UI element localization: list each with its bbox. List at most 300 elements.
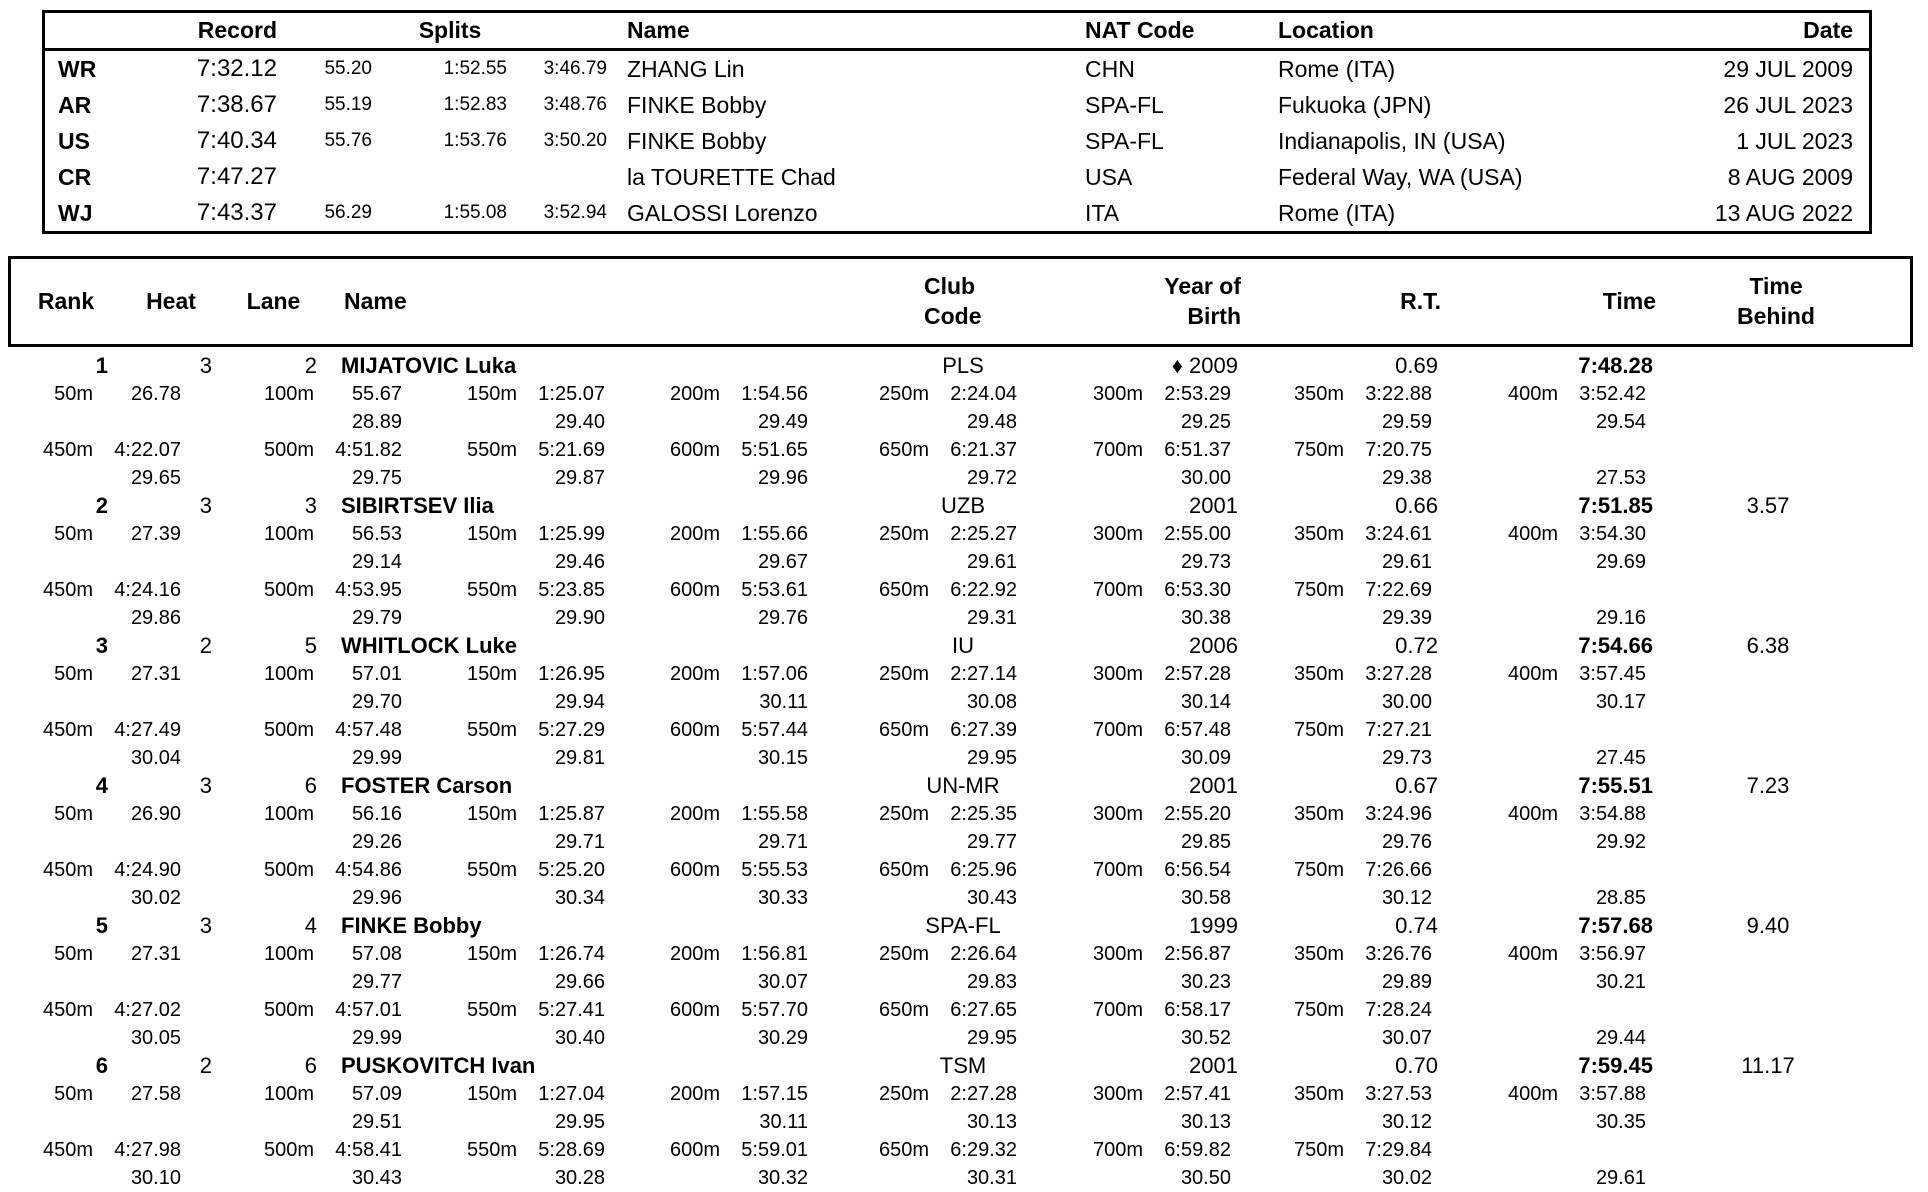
lap-cell <box>8 747 181 770</box>
reaction-time-value: 0.74 <box>1395 913 1438 938</box>
split-distance-label: 700m <box>1092 1138 1143 1161</box>
records-header-date: Date <box>1803 17 1853 43</box>
split-distance-label: 450m <box>42 1138 93 1161</box>
split-distance-label: 400m <box>1507 942 1558 965</box>
lap-time-value: 29.61 <box>966 550 1017 573</box>
split-cell <box>605 439 808 462</box>
lap-time-value: 28.89 <box>351 410 402 433</box>
split-cell <box>181 1083 402 1106</box>
split-cell <box>605 579 808 602</box>
lap-cell <box>1231 1167 1432 1190</box>
lap-time-value: 29.51 <box>351 1110 402 1133</box>
split-distance-label: 300m <box>1092 802 1143 825</box>
split-cell <box>1017 1139 1231 1162</box>
split-cell <box>8 439 181 462</box>
record-split-400m: 3:48.76 <box>543 94 607 115</box>
swimmer-block <box>8 772 1913 912</box>
lap-cell <box>808 971 1017 994</box>
lap-cell <box>808 1167 1017 1190</box>
split-cell <box>1231 1083 1432 1106</box>
split-time-value: 2:27.28 <box>950 1082 1017 1105</box>
lap-time-value: 27.53 <box>1595 466 1646 489</box>
split-distance-label: 600m <box>669 578 720 601</box>
record-tag: WJ <box>58 199 93 226</box>
lap-time-value: 30.07 <box>757 970 808 993</box>
split-time-value: 1:54.56 <box>741 382 808 405</box>
record-nat-code: SPA-FL <box>1085 127 1164 154</box>
split-time-value: 1:57.15 <box>741 1082 808 1105</box>
split-time-value: 1:26.95 <box>538 662 605 685</box>
lap-time-value: 30.11 <box>759 1110 808 1133</box>
split-cell <box>1231 719 1432 742</box>
split-cell <box>808 719 1017 742</box>
lap-time-value: 29.54 <box>1595 410 1646 433</box>
split-cell <box>1231 803 1432 826</box>
header-heat: Heat <box>146 287 196 314</box>
lap-time-value: 29.87 <box>554 466 605 489</box>
swimmer-name: WHITLOCK Luke <box>341 633 517 658</box>
record-row <box>45 195 1869 231</box>
split-cell <box>808 523 1017 546</box>
lap-time-value: 29.95 <box>966 1026 1017 1049</box>
split-distance-label: 550m <box>466 578 517 601</box>
records-body <box>45 51 1869 231</box>
lap-times-row-first-half <box>8 408 1913 436</box>
lap-time-value: 29.70 <box>351 690 402 713</box>
split-time-value: 6:27.65 <box>950 998 1017 1021</box>
lap-time-value: 30.43 <box>966 886 1017 909</box>
reaction-time-value: 0.67 <box>1395 773 1438 798</box>
split-distance-label: 450m <box>42 438 93 461</box>
rank-value: 3 <box>95 633 108 658</box>
split-time-value: 3:24.96 <box>1365 802 1432 825</box>
lap-time-value: 29.49 <box>757 410 808 433</box>
lap-time-value: 29.99 <box>351 746 402 769</box>
lap-times-row-first-half <box>8 968 1913 996</box>
split-cell <box>8 999 181 1022</box>
lap-cell <box>605 971 808 994</box>
lap-time-value: 29.72 <box>966 466 1017 489</box>
split-cell <box>808 943 1017 966</box>
lap-time-value: 30.35 <box>1595 1110 1646 1133</box>
heat-value: 2 <box>199 633 212 658</box>
lap-time-value: 29.81 <box>554 746 605 769</box>
split-time-value: 1:55.66 <box>741 522 808 545</box>
splits-row-second-half <box>8 436 1913 464</box>
split-cell <box>605 663 808 686</box>
splits-row-second-half <box>8 1136 1913 1164</box>
swimmer-main-row <box>8 352 1913 380</box>
record-tag: US <box>58 127 90 154</box>
split-distance-label: 550m <box>466 1138 517 1161</box>
split-cell <box>8 719 181 742</box>
split-cell <box>181 439 402 462</box>
split-distance-label: 700m <box>1092 438 1143 461</box>
lap-time-value: 29.44 <box>1595 1026 1646 1049</box>
split-time-value: 4:24.16 <box>114 578 181 601</box>
lap-cell <box>1231 1111 1432 1134</box>
split-cell <box>605 383 808 406</box>
split-distance-label: 300m <box>1092 662 1143 685</box>
lap-cell <box>181 1167 402 1190</box>
lap-time-value: 30.15 <box>757 746 808 769</box>
split-time-value: 6:29.32 <box>950 1138 1017 1161</box>
lap-times-row-second-half <box>8 1164 1913 1192</box>
time-behind-value: 3.57 <box>1746 493 1790 518</box>
lap-cell <box>1231 467 1432 490</box>
final-time-value: 7:59.45 <box>1578 1053 1653 1078</box>
lap-cell <box>808 411 1017 434</box>
lap-cell <box>1231 831 1432 854</box>
split-time-value: 4:22.07 <box>114 438 181 461</box>
split-cell <box>1017 439 1231 462</box>
split-cell <box>605 999 808 1022</box>
split-time-value: 57.09 <box>351 1082 402 1105</box>
lap-cell <box>605 691 808 714</box>
lap-time-value: 29.25 <box>1180 410 1231 433</box>
time-behind-value: 11.17 <box>1741 1053 1795 1078</box>
lane-value: 6 <box>304 773 317 798</box>
split-cell <box>402 579 605 602</box>
final-time-value: 7:51.85 <box>1578 493 1653 518</box>
record-location: Rome (ITA) <box>1278 55 1396 82</box>
split-time-value: 27.58 <box>130 1082 181 1105</box>
split-time-value: 5:59.01 <box>741 1138 808 1161</box>
split-cell <box>808 579 1017 602</box>
lap-cell <box>402 831 605 854</box>
split-distance-label: 100m <box>263 522 314 545</box>
split-cell <box>1231 663 1432 686</box>
split-distance-label: 600m <box>669 718 720 741</box>
split-distance-label: 200m <box>669 1082 720 1105</box>
record-holder-name: la TOURETTE Chad <box>627 163 836 190</box>
lap-cell <box>808 607 1017 630</box>
split-cell <box>402 803 605 826</box>
results-table-header <box>8 256 1913 347</box>
reaction-time-value: 0.72 <box>1395 633 1438 658</box>
lap-cell <box>605 747 808 770</box>
year-of-birth-value: ♦ 2009 <box>1171 353 1238 378</box>
lap-time-value: 30.50 <box>1180 1166 1231 1189</box>
lap-time-value: 29.96 <box>757 466 808 489</box>
split-cell <box>1231 523 1432 546</box>
lap-time-value: 30.04 <box>130 746 181 769</box>
split-cell <box>8 1139 181 1162</box>
lap-cell <box>1017 411 1231 434</box>
record-time: 7:32.12 <box>196 55 277 82</box>
lap-time-value: 30.40 <box>554 1026 605 1049</box>
split-distance-label: 350m <box>1293 1082 1344 1105</box>
lap-times-row-first-half <box>8 548 1913 576</box>
lap-time-value: 29.59 <box>1381 410 1432 433</box>
split-cell <box>402 1139 605 1162</box>
lap-time-value: 30.17 <box>1595 690 1646 713</box>
lap-time-value: 30.33 <box>757 886 808 909</box>
split-distance-label: 350m <box>1293 522 1344 545</box>
split-distance-label: 50m <box>54 942 93 965</box>
header-reaction-time: R.T. <box>1400 287 1441 314</box>
lap-time-value: 30.02 <box>130 886 181 909</box>
split-time-value: 3:24.61 <box>1365 522 1432 545</box>
split-distance-label: 150m <box>466 942 517 965</box>
lap-cell <box>808 551 1017 574</box>
record-split-100m: 56.29 <box>324 202 372 223</box>
record-holder-name: GALOSSI Lorenzo <box>627 199 818 226</box>
rank-value: 5 <box>95 913 108 938</box>
heat-value: 2 <box>199 1053 212 1078</box>
split-time-value: 2:56.87 <box>1164 942 1231 965</box>
lap-time-value: 30.28 <box>554 1166 605 1189</box>
split-cell <box>1017 719 1231 742</box>
record-split-100m: 55.19 <box>324 94 372 115</box>
split-cell <box>1231 383 1432 406</box>
split-time-value: 6:22.92 <box>950 578 1017 601</box>
split-cell <box>605 803 808 826</box>
records-header-splits: Splits <box>418 17 482 43</box>
header-yob-line2: Birth <box>1187 302 1241 329</box>
lap-time-value: 27.45 <box>1595 746 1646 769</box>
lap-time-value: 29.38 <box>1381 466 1432 489</box>
splits-row-second-half <box>8 996 1913 1024</box>
split-cell <box>8 803 181 826</box>
split-cell <box>8 579 181 602</box>
split-cell <box>1017 859 1231 882</box>
record-split-400m: 3:52.94 <box>543 202 607 223</box>
split-distance-label: 150m <box>466 522 517 545</box>
split-time-value: 2:55.00 <box>1164 522 1231 545</box>
lap-time-value: 30.11 <box>759 690 808 713</box>
split-cell <box>402 1083 605 1106</box>
split-distance-label: 250m <box>878 522 929 545</box>
swimmer-name: MIJATOVIC Luka <box>341 353 517 378</box>
split-cell <box>1432 943 1646 966</box>
lap-cell <box>181 831 402 854</box>
lap-cell <box>1432 1111 1646 1134</box>
split-time-value: 5:57.70 <box>741 998 808 1021</box>
lap-cell <box>1432 691 1646 714</box>
split-distance-label: 250m <box>878 942 929 965</box>
lap-time-value: 29.71 <box>554 830 605 853</box>
header-time-behind <box>1666 272 1916 331</box>
records-header-nat-code: NAT Code <box>1085 17 1195 43</box>
year-of-birth-value: 1999 <box>1189 913 1238 938</box>
lap-cell <box>181 1111 402 1134</box>
split-time-value: 3:52.42 <box>1579 382 1646 405</box>
lap-time-value: 30.34 <box>554 886 605 909</box>
lap-cell <box>8 1167 181 1190</box>
record-holder-name: FINKE Bobby <box>627 127 767 154</box>
time-behind-value: 6.38 <box>1746 633 1790 658</box>
split-cell <box>1017 663 1231 686</box>
split-distance-label: 500m <box>263 718 314 741</box>
split-distance-label: 400m <box>1507 382 1558 405</box>
record-time: 7:43.37 <box>196 199 277 226</box>
split-time-value: 5:25.20 <box>538 858 605 881</box>
lap-time-value: 30.38 <box>1180 606 1231 629</box>
split-cell <box>181 719 402 742</box>
heat-value: 3 <box>199 773 212 798</box>
lap-cell <box>402 411 605 434</box>
record-split-200m: 1:55.08 <box>443 202 507 223</box>
lap-cell <box>1017 691 1231 714</box>
header-year-of-birth <box>1016 272 1251 331</box>
lap-cell <box>1231 691 1432 714</box>
lap-cell <box>605 831 808 854</box>
lap-time-value: 30.32 <box>757 1166 808 1189</box>
lap-time-value: 29.75 <box>351 466 402 489</box>
split-distance-label: 100m <box>263 382 314 405</box>
split-time-value: 27.31 <box>130 942 181 965</box>
split-time-value: 2:26.64 <box>950 942 1017 965</box>
lap-cell <box>181 551 402 574</box>
split-cell <box>1017 523 1231 546</box>
record-time: 7:40.34 <box>196 127 277 154</box>
split-cell <box>605 1083 808 1106</box>
lap-time-value: 29.66 <box>554 970 605 993</box>
lap-cell <box>402 467 605 490</box>
split-cell <box>1231 943 1432 966</box>
lap-time-value: 29.96 <box>351 886 402 909</box>
splits-row-second-half <box>8 856 1913 884</box>
split-distance-label: 50m <box>54 802 93 825</box>
split-cell <box>1432 1083 1646 1106</box>
split-distance-label: 650m <box>878 438 929 461</box>
final-time-value: 7:57.68 <box>1578 913 1653 938</box>
swimmer-name: SIBIRTSEV Ilia <box>341 493 494 518</box>
split-distance-label: 700m <box>1092 578 1143 601</box>
lap-cell <box>181 411 402 434</box>
split-distance-label: 250m <box>878 662 929 685</box>
split-time-value: 3:54.30 <box>1579 522 1646 545</box>
lap-time-value: 29.16 <box>1595 606 1646 629</box>
records-header-record: Record <box>197 17 277 43</box>
record-date: 1 JUL 2023 <box>1736 127 1853 154</box>
split-cell <box>1432 383 1646 406</box>
split-distance-label: 650m <box>878 858 929 881</box>
results-body <box>8 352 1913 1192</box>
lap-times-row-second-half <box>8 464 1913 492</box>
header-club-line1: Club <box>924 273 976 300</box>
split-time-value: 3:26.76 <box>1365 942 1432 965</box>
record-tag: CR <box>58 163 92 190</box>
split-time-value: 57.01 <box>351 662 402 685</box>
lap-cell <box>1432 607 1646 630</box>
swimmer-block <box>8 632 1913 772</box>
year-of-birth-value: 2001 <box>1189 1053 1238 1078</box>
lane-value: 6 <box>304 1053 317 1078</box>
lap-time-value: 29.89 <box>1381 970 1432 993</box>
lane-value: 3 <box>304 493 317 518</box>
lap-time-value: 30.52 <box>1180 1026 1231 1049</box>
final-time-value: 7:55.51 <box>1578 773 1653 798</box>
lap-time-value: 29.79 <box>351 606 402 629</box>
lap-times-row-second-half <box>8 744 1913 772</box>
split-cell <box>181 523 402 546</box>
split-time-value: 4:53.95 <box>335 578 402 601</box>
record-row <box>45 123 1869 159</box>
split-cell <box>1432 523 1646 546</box>
heat-value: 3 <box>199 913 212 938</box>
split-time-value: 4:54.86 <box>335 858 402 881</box>
lap-cell <box>1017 467 1231 490</box>
lap-cell <box>402 1167 605 1190</box>
lap-time-value: 29.90 <box>554 606 605 629</box>
record-holder-name: ZHANG Lin <box>627 55 745 82</box>
split-distance-label: 700m <box>1092 998 1143 1021</box>
lap-cell <box>1017 887 1231 910</box>
record-nat-code: ITA <box>1085 199 1120 226</box>
lap-time-value: 30.00 <box>1180 466 1231 489</box>
header-name: Name <box>344 287 407 314</box>
lap-time-value: 30.12 <box>1381 886 1432 909</box>
lap-times-row-first-half <box>8 828 1913 856</box>
split-cell <box>402 383 605 406</box>
split-distance-label: 750m <box>1293 718 1344 741</box>
split-time-value: 5:27.41 <box>538 998 605 1021</box>
header-time: Time <box>1602 287 1656 314</box>
split-distance-label: 400m <box>1507 662 1558 685</box>
record-nat-code: USA <box>1085 163 1133 190</box>
splits-row-first-half <box>8 1080 1913 1108</box>
swimmer-block <box>8 492 1913 632</box>
lap-time-value: 29.95 <box>554 1110 605 1133</box>
lap-time-value: 30.14 <box>1180 690 1231 713</box>
lap-cell <box>1017 831 1231 854</box>
split-distance-label: 450m <box>42 718 93 741</box>
split-cell <box>402 999 605 1022</box>
split-time-value: 7:20.75 <box>1365 438 1432 461</box>
lap-cell <box>181 887 402 910</box>
split-distance-label: 250m <box>878 802 929 825</box>
split-distance-label: 300m <box>1092 942 1143 965</box>
split-cell <box>181 383 402 406</box>
split-time-value: 3:56.97 <box>1579 942 1646 965</box>
lap-cell <box>605 1111 808 1134</box>
lap-time-value: 29.67 <box>757 550 808 573</box>
lap-time-value: 29.92 <box>1595 830 1646 853</box>
split-cell <box>1231 439 1432 462</box>
split-distance-label: 250m <box>878 1082 929 1105</box>
record-date: 8 AUG 2009 <box>1727 163 1853 190</box>
lap-cell <box>808 747 1017 770</box>
split-cell <box>402 439 605 462</box>
rank-value: 2 <box>95 493 108 518</box>
lap-cell <box>402 691 605 714</box>
header-behind-line1: Time <box>1749 273 1803 300</box>
lap-time-value: 29.65 <box>130 466 181 489</box>
split-cell <box>181 663 402 686</box>
header-club-code <box>916 272 1016 331</box>
split-distance-label: 650m <box>878 578 929 601</box>
split-distance-label: 100m <box>263 662 314 685</box>
split-cell <box>1017 999 1231 1022</box>
split-time-value: 6:27.39 <box>950 718 1017 741</box>
swimmer-main-row <box>8 492 1913 520</box>
header-club-line2: Code <box>924 302 982 329</box>
lap-cell <box>1432 1027 1646 1050</box>
split-cell <box>808 663 1017 686</box>
lap-time-value: 29.14 <box>351 550 402 573</box>
swimmer-block <box>8 912 1913 1052</box>
lap-cell <box>181 1027 402 1050</box>
split-cell <box>1231 1139 1432 1162</box>
split-cell <box>1017 1083 1231 1106</box>
record-nat-code: SPA-FL <box>1085 91 1164 118</box>
split-cell <box>402 663 605 686</box>
record-row <box>45 159 1869 195</box>
split-distance-label: 200m <box>669 662 720 685</box>
lap-cell <box>605 1167 808 1190</box>
